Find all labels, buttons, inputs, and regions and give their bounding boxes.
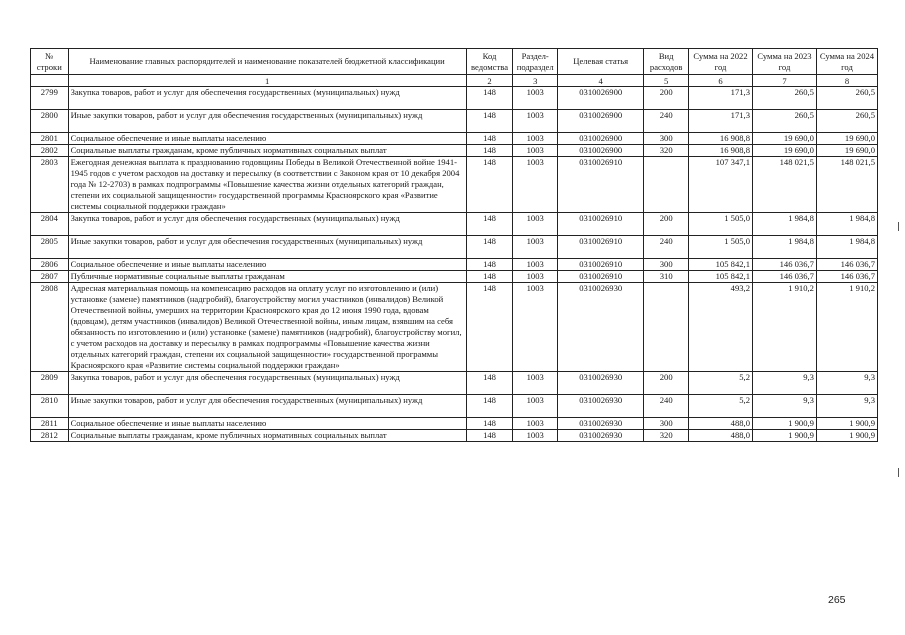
table-row (31, 395, 878, 418)
row-department-code: 148 (466, 145, 513, 157)
table-row (31, 372, 878, 395)
table-header-row (31, 49, 878, 75)
row-department-code: 148 (466, 87, 513, 110)
row-target-article: 0310026900 (558, 87, 644, 110)
row-department-code: 148 (466, 372, 513, 395)
row-sum-2022: 493,2 (689, 283, 753, 372)
row-sum-2024: 148 021,5 (816, 157, 877, 213)
table-row (31, 213, 878, 236)
row-name: Закупка товаров, работ и услуг для обеспечения государственных (муниципальных) нужд (68, 213, 466, 236)
budget-table (30, 48, 878, 442)
table-row (31, 87, 878, 110)
row-department-code: 148 (466, 283, 513, 372)
row-sum-2023: 1 910,2 (753, 283, 817, 372)
header-sum-2023: Сумма на 2023 год (753, 49, 817, 75)
row-department-code: 148 (466, 213, 513, 236)
row-sum-2024: 1 984,8 (816, 213, 877, 236)
column-index: 2 (466, 75, 513, 87)
row-target-article: 0310026930 (558, 372, 644, 395)
row-number: 2812 (31, 430, 69, 442)
column-index: 4 (558, 75, 644, 87)
row-sum-2022: 488,0 (689, 430, 753, 442)
column-index-blank (31, 75, 69, 87)
row-section: 1003 (513, 110, 558, 133)
column-index: 1 (68, 75, 466, 87)
row-number: 2810 (31, 395, 69, 418)
column-index: 6 (689, 75, 753, 87)
page-number: 265 (828, 594, 846, 606)
edge-mark (898, 468, 899, 477)
row-expense-type: 300 (644, 259, 689, 271)
row-sum-2024: 9,3 (816, 395, 877, 418)
row-sum-2023: 9,3 (753, 372, 817, 395)
row-sum-2023: 146 036,7 (753, 259, 817, 271)
header-target-article: Целевая статья (558, 49, 644, 75)
row-name: Закупка товаров, работ и услуг для обеспечения государственных (муниципальных) нужд (68, 372, 466, 395)
row-name: Ежегодная денежная выплата к празднованию годовщины Победы в Великой Отечественной войне 1941-1945 годов с учетом расходов на доставку и пересылку (в соответствии с Законом края от 10 декабря 2004 года № 12-2703) в рамках подпрограммы «Повышение качества жизни отдельных категорий граждан, степени их социальной защищенности» государственной программы Красноярского края «Развитие системы социальной поддержки граждан» (68, 157, 466, 213)
row-name: Публичные нормативные социальные выплаты гражданам (68, 271, 466, 283)
row-target-article: 0310026930 (558, 395, 644, 418)
row-sum-2024: 1 900,9 (816, 430, 877, 442)
table-row (31, 157, 878, 213)
row-sum-2024: 19 690,0 (816, 145, 877, 157)
row-section: 1003 (513, 418, 558, 430)
row-number: 2807 (31, 271, 69, 283)
header-expense-type: Вид расходов (644, 49, 689, 75)
row-expense-type: 320 (644, 145, 689, 157)
table-row (31, 418, 878, 430)
header-sum-2022: Сумма на 2022 год (689, 49, 753, 75)
column-index: 5 (644, 75, 689, 87)
row-department-code: 148 (466, 259, 513, 271)
row-name: Социальные выплаты гражданам, кроме публичных нормативных социальных выплат (68, 145, 466, 157)
row-section: 1003 (513, 283, 558, 372)
row-sum-2024: 146 036,7 (816, 271, 877, 283)
row-sum-2024: 260,5 (816, 110, 877, 133)
row-sum-2022: 5,2 (689, 395, 753, 418)
row-department-code: 148 (466, 395, 513, 418)
row-target-article: 0310026910 (558, 271, 644, 283)
row-sum-2024: 1 900,9 (816, 418, 877, 430)
row-sum-2023: 1 900,9 (753, 418, 817, 430)
row-sum-2022: 488,0 (689, 418, 753, 430)
table-row (31, 133, 878, 145)
row-department-code: 148 (466, 271, 513, 283)
row-target-article: 0310026910 (558, 259, 644, 271)
row-sum-2024: 9,3 (816, 372, 877, 395)
row-number: 2803 (31, 157, 69, 213)
row-expense-type (644, 157, 689, 213)
row-section: 1003 (513, 213, 558, 236)
row-name: Иные закупки товаров, работ и услуг для обеспечения государственных (муниципальных) нужд (68, 110, 466, 133)
row-section: 1003 (513, 236, 558, 259)
row-expense-type: 200 (644, 213, 689, 236)
row-target-article: 0310026930 (558, 283, 644, 372)
row-number: 2802 (31, 145, 69, 157)
table-row (31, 145, 878, 157)
row-sum-2023: 1 984,8 (753, 236, 817, 259)
row-expense-type: 300 (644, 133, 689, 145)
row-number: 2801 (31, 133, 69, 145)
row-section: 1003 (513, 145, 558, 157)
row-sum-2022: 171,3 (689, 87, 753, 110)
header-section: Раздел-подраздел (513, 49, 558, 75)
row-sum-2024: 19 690,0 (816, 133, 877, 145)
row-section: 1003 (513, 271, 558, 283)
row-section: 1003 (513, 430, 558, 442)
column-index: 8 (816, 75, 877, 87)
row-sum-2023: 146 036,7 (753, 271, 817, 283)
row-sum-2023: 19 690,0 (753, 145, 817, 157)
row-number: 2809 (31, 372, 69, 395)
header-sum-2024: Сумма на 2024 год (816, 49, 877, 75)
row-sum-2022: 5,2 (689, 372, 753, 395)
row-number: 2808 (31, 283, 69, 372)
column-index-row (31, 75, 878, 87)
row-expense-type: 240 (644, 395, 689, 418)
column-index: 7 (753, 75, 817, 87)
table-row (31, 283, 878, 372)
column-index: 3 (513, 75, 558, 87)
row-number: 2811 (31, 418, 69, 430)
row-number: 2804 (31, 213, 69, 236)
row-expense-type: 320 (644, 430, 689, 442)
row-sum-2024: 260,5 (816, 87, 877, 110)
row-department-code: 148 (466, 418, 513, 430)
row-target-article: 0310026930 (558, 418, 644, 430)
row-sum-2022: 171,3 (689, 110, 753, 133)
row-section: 1003 (513, 157, 558, 213)
row-target-article: 0310026900 (558, 110, 644, 133)
row-name: Адресная материальная помощь на компенсацию расходов на оплату услуг по изготовлению и (или) установке (замене) памятников (надгробий), благоустройству могил участников (инвалидов) Великой Отечественной войны, умерших на территории Красноярского края до 12 июня 1990 года, вдовам (вдовцам), детям участников (инвалидов) Великой Отечественной войны, иным лицам, взявшим на себя обязанность по изготовлению и (или) установке (замене) памятников (надгробий), благоустройству могил, с учетом расходов на доставку и пересылку в рамках подпрограммы «Повышение качества жизни отдельных категорий граждан, степени их социальной защищенности» государственной программы Красноярского края «Развитие системы социальной поддержки граждан» (68, 283, 466, 372)
row-expense-type: 200 (644, 87, 689, 110)
row-target-article: 0310026910 (558, 213, 644, 236)
row-department-code: 148 (466, 133, 513, 145)
row-name: Закупка товаров, работ и услуг для обеспечения государственных (муниципальных) нужд (68, 87, 466, 110)
row-target-article: 0310026910 (558, 157, 644, 213)
row-number: 2800 (31, 110, 69, 133)
row-sum-2022: 105 842,1 (689, 259, 753, 271)
row-sum-2023: 19 690,0 (753, 133, 817, 145)
row-sum-2024: 146 036,7 (816, 259, 877, 271)
row-sum-2022: 16 908,8 (689, 133, 753, 145)
table-row (31, 271, 878, 283)
row-sum-2023: 260,5 (753, 87, 817, 110)
row-department-code: 148 (466, 430, 513, 442)
row-department-code: 148 (466, 110, 513, 133)
row-name: Социальное обеспечение и иные выплаты населению (68, 259, 466, 271)
row-section: 1003 (513, 87, 558, 110)
row-sum-2023: 1 900,9 (753, 430, 817, 442)
row-section: 1003 (513, 372, 558, 395)
row-section: 1003 (513, 133, 558, 145)
row-number: 2799 (31, 87, 69, 110)
row-sum-2022: 105 842,1 (689, 271, 753, 283)
row-sum-2024: 1 984,8 (816, 236, 877, 259)
row-sum-2022: 107 347,1 (689, 157, 753, 213)
row-department-code: 148 (466, 157, 513, 213)
row-expense-type: 200 (644, 372, 689, 395)
row-target-article: 0310026910 (558, 236, 644, 259)
row-expense-type: 240 (644, 236, 689, 259)
table-row (31, 259, 878, 271)
row-section: 1003 (513, 395, 558, 418)
row-target-article: 0310026930 (558, 430, 644, 442)
row-name: Иные закупки товаров, работ и услуг для обеспечения государственных (муниципальных) нужд (68, 236, 466, 259)
row-sum-2023: 1 984,8 (753, 213, 817, 236)
row-number: 2805 (31, 236, 69, 259)
row-number: 2806 (31, 259, 69, 271)
header-name: Наименование главных распорядителей и наименование показателей бюджетной классификации (68, 49, 466, 75)
row-department-code: 148 (466, 236, 513, 259)
row-sum-2022: 16 908,8 (689, 145, 753, 157)
row-sum-2023: 148 021,5 (753, 157, 817, 213)
row-name: Социальные выплаты гражданам, кроме публичных нормативных социальных выплат (68, 430, 466, 442)
header-department-code: Код ведомства (466, 49, 513, 75)
row-name: Социальное обеспечение и иные выплаты населению (68, 418, 466, 430)
row-target-article: 0310026900 (558, 145, 644, 157)
table-body (31, 87, 878, 442)
row-sum-2024: 1 910,2 (816, 283, 877, 372)
table-row (31, 236, 878, 259)
row-target-article: 0310026900 (558, 133, 644, 145)
row-expense-type: 310 (644, 271, 689, 283)
table-row (31, 430, 878, 442)
row-name: Иные закупки товаров, работ и услуг для обеспечения государственных (муниципальных) нужд (68, 395, 466, 418)
row-sum-2022: 1 505,0 (689, 213, 753, 236)
row-sum-2022: 1 505,0 (689, 236, 753, 259)
row-sum-2023: 9,3 (753, 395, 817, 418)
row-name: Социальное обеспечение и иные выплаты населению (68, 133, 466, 145)
row-sum-2023: 260,5 (753, 110, 817, 133)
row-expense-type: 300 (644, 418, 689, 430)
row-expense-type (644, 283, 689, 372)
row-section: 1003 (513, 259, 558, 271)
row-expense-type: 240 (644, 110, 689, 133)
table-row (31, 110, 878, 133)
header-row-number: № строки (31, 49, 69, 75)
edge-mark (898, 222, 899, 231)
